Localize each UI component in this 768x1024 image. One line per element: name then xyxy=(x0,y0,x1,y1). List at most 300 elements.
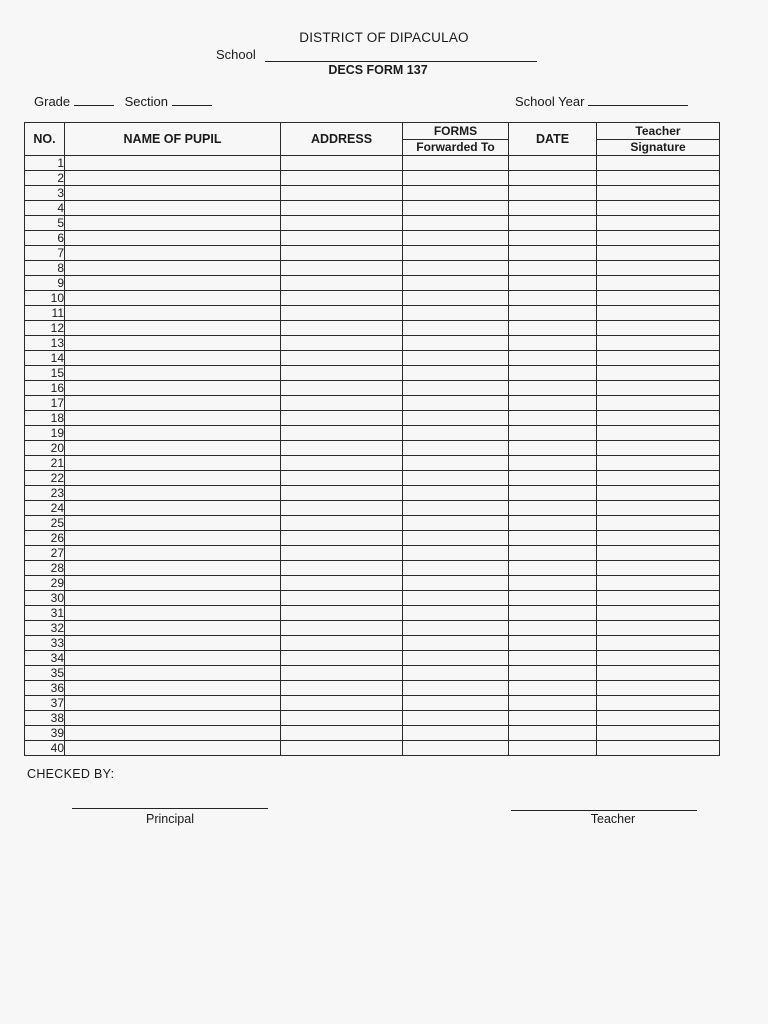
date-cell[interactable] xyxy=(509,471,597,486)
table-row xyxy=(25,606,720,621)
name-cell[interactable] xyxy=(65,411,281,426)
date-cell[interactable] xyxy=(509,591,597,606)
forwarded-to-cell[interactable] xyxy=(403,666,509,681)
name-cell[interactable] xyxy=(65,486,281,501)
signature-cell[interactable] xyxy=(597,651,720,666)
col-header-no: NO. xyxy=(25,123,65,156)
table-row xyxy=(25,441,720,456)
row-number: 22 xyxy=(25,471,65,486)
name-cell[interactable] xyxy=(65,636,281,651)
table-row xyxy=(25,201,720,216)
table-row xyxy=(25,246,720,261)
date-cell[interactable] xyxy=(509,411,597,426)
row-number: 37 xyxy=(25,696,65,711)
row-number: 25 xyxy=(25,516,65,531)
signature-cell[interactable] xyxy=(597,561,720,576)
date-cell[interactable] xyxy=(509,351,597,366)
signature-cell[interactable] xyxy=(597,186,720,201)
table-row xyxy=(25,726,720,741)
row-number: 18 xyxy=(25,411,65,426)
forwarded-to-cell[interactable] xyxy=(403,591,509,606)
address-cell[interactable] xyxy=(281,516,403,531)
signature-cell[interactable] xyxy=(597,306,720,321)
address-cell[interactable] xyxy=(281,381,403,396)
forwarded-to-cell[interactable] xyxy=(403,426,509,441)
table-row xyxy=(25,291,720,306)
address-cell[interactable] xyxy=(281,291,403,306)
date-cell[interactable] xyxy=(509,651,597,666)
table-row xyxy=(25,171,720,186)
forwarded-to-cell[interactable] xyxy=(403,696,509,711)
forwarded-to-cell[interactable] xyxy=(403,636,509,651)
date-cell[interactable] xyxy=(509,741,597,756)
name-cell[interactable] xyxy=(65,501,281,516)
row-number: 27 xyxy=(25,546,65,561)
address-cell[interactable] xyxy=(281,741,403,756)
address-cell[interactable] xyxy=(281,156,403,171)
signature-cell[interactable] xyxy=(597,396,720,411)
name-cell[interactable] xyxy=(65,426,281,441)
name-cell[interactable] xyxy=(65,651,281,666)
row-number: 24 xyxy=(25,501,65,516)
forwarded-to-cell[interactable] xyxy=(403,501,509,516)
row-number: 40 xyxy=(25,741,65,756)
signature-cell[interactable] xyxy=(597,516,720,531)
address-cell[interactable] xyxy=(281,351,403,366)
table-row xyxy=(25,501,720,516)
signature-cell[interactable] xyxy=(597,336,720,351)
teacher-label: Teacher xyxy=(590,812,636,826)
address-cell[interactable] xyxy=(281,201,403,216)
row-number: 3 xyxy=(25,186,65,201)
forwarded-to-cell[interactable] xyxy=(403,201,509,216)
row-number: 16 xyxy=(25,381,65,396)
form-title: DECS FORM 137 xyxy=(328,63,428,77)
forwarded-to-cell[interactable] xyxy=(403,456,509,471)
address-cell[interactable] xyxy=(281,696,403,711)
signature-cell[interactable] xyxy=(597,261,720,276)
date-cell[interactable] xyxy=(509,561,597,576)
address-cell[interactable] xyxy=(281,411,403,426)
table-row xyxy=(25,591,720,606)
address-cell[interactable] xyxy=(281,651,403,666)
date-cell[interactable] xyxy=(509,636,597,651)
address-cell[interactable] xyxy=(281,171,403,186)
address-cell[interactable] xyxy=(281,396,403,411)
address-cell[interactable] xyxy=(281,231,403,246)
school-year-row xyxy=(515,93,688,109)
name-cell[interactable] xyxy=(65,291,281,306)
forwarded-to-cell[interactable] xyxy=(403,306,509,321)
date-cell[interactable] xyxy=(509,336,597,351)
school-label: School xyxy=(216,47,256,62)
table-row xyxy=(25,321,720,336)
table-row xyxy=(25,576,720,591)
table-row xyxy=(25,261,720,276)
forwarded-to-cell[interactable] xyxy=(403,441,509,456)
col-header-date: DATE xyxy=(509,123,597,156)
signature-cell[interactable] xyxy=(597,696,720,711)
signature-cell[interactable] xyxy=(597,711,720,726)
address-cell[interactable] xyxy=(281,591,403,606)
date-cell[interactable] xyxy=(509,366,597,381)
name-cell[interactable] xyxy=(65,156,281,171)
forwarded-to-cell[interactable] xyxy=(403,681,509,696)
forwarded-to-cell[interactable] xyxy=(403,741,509,756)
forwarded-to-cell[interactable] xyxy=(403,276,509,291)
date-cell[interactable] xyxy=(509,246,597,261)
name-cell[interactable] xyxy=(65,606,281,621)
table-row xyxy=(25,636,720,651)
signature-cell[interactable] xyxy=(597,681,720,696)
date-cell[interactable] xyxy=(509,441,597,456)
address-cell[interactable] xyxy=(281,546,403,561)
date-cell[interactable] xyxy=(509,546,597,561)
col-header-forms: FORMS xyxy=(403,123,509,140)
row-number: 33 xyxy=(25,636,65,651)
name-cell[interactable] xyxy=(65,456,281,471)
row-number: 34 xyxy=(25,651,65,666)
address-cell[interactable] xyxy=(281,726,403,741)
signature-cell[interactable] xyxy=(597,666,720,681)
date-cell[interactable] xyxy=(509,201,597,216)
roster-body xyxy=(25,156,720,756)
name-cell[interactable] xyxy=(65,351,281,366)
row-number: 17 xyxy=(25,396,65,411)
forwarded-to-cell[interactable] xyxy=(403,156,509,171)
row-number: 13 xyxy=(25,336,65,351)
date-cell[interactable] xyxy=(509,231,597,246)
forwarded-to-cell[interactable] xyxy=(403,531,509,546)
name-cell[interactable] xyxy=(65,711,281,726)
row-number: 15 xyxy=(25,366,65,381)
table-row xyxy=(25,696,720,711)
district-title: DISTRICT OF DIPACULAO xyxy=(299,30,469,45)
row-number: 20 xyxy=(25,441,65,456)
row-number: 23 xyxy=(25,486,65,501)
forwarded-to-cell[interactable] xyxy=(403,291,509,306)
school-year-fill-line[interactable] xyxy=(588,93,688,106)
date-cell[interactable] xyxy=(509,621,597,636)
forwarded-to-cell[interactable] xyxy=(403,366,509,381)
date-cell[interactable] xyxy=(509,576,597,591)
name-cell[interactable] xyxy=(65,336,281,351)
school-year-label: School Year xyxy=(515,94,585,109)
date-cell[interactable] xyxy=(509,396,597,411)
address-cell[interactable] xyxy=(281,336,403,351)
date-cell[interactable] xyxy=(509,531,597,546)
table-row xyxy=(25,351,720,366)
row-number: 7 xyxy=(25,246,65,261)
address-cell[interactable] xyxy=(281,306,403,321)
forwarded-to-cell[interactable] xyxy=(403,171,509,186)
address-cell[interactable] xyxy=(281,246,403,261)
checked-by-label: CHECKED BY: xyxy=(27,767,115,781)
signature-cell[interactable] xyxy=(597,531,720,546)
principal-signature-line[interactable] xyxy=(72,808,268,809)
forwarded-to-cell[interactable] xyxy=(403,336,509,351)
grade-fill-line[interactable] xyxy=(74,93,114,106)
table-row xyxy=(25,381,720,396)
forwarded-to-cell[interactable] xyxy=(403,516,509,531)
row-number: 35 xyxy=(25,666,65,681)
table-row xyxy=(25,666,720,681)
address-cell[interactable] xyxy=(281,261,403,276)
teacher-signature-line[interactable] xyxy=(511,810,697,811)
row-number: 38 xyxy=(25,711,65,726)
signature-cell[interactable] xyxy=(597,726,720,741)
name-cell[interactable] xyxy=(65,516,281,531)
address-cell[interactable] xyxy=(281,501,403,516)
name-cell[interactable] xyxy=(65,471,281,486)
address-cell[interactable] xyxy=(281,276,403,291)
table-row xyxy=(25,156,720,171)
table-row xyxy=(25,651,720,666)
signature-cell[interactable] xyxy=(597,441,720,456)
address-cell[interactable] xyxy=(281,666,403,681)
row-number: 12 xyxy=(25,321,65,336)
row-number: 14 xyxy=(25,351,65,366)
signature-cell[interactable] xyxy=(597,606,720,621)
name-cell[interactable] xyxy=(65,321,281,336)
forwarded-to-cell[interactable] xyxy=(403,246,509,261)
address-cell[interactable] xyxy=(281,216,403,231)
forwarded-to-cell[interactable] xyxy=(403,261,509,276)
name-cell[interactable] xyxy=(65,396,281,411)
address-cell[interactable] xyxy=(281,561,403,576)
signature-cell[interactable] xyxy=(597,366,720,381)
row-number: 1 xyxy=(25,156,65,171)
signature-cell[interactable] xyxy=(597,351,720,366)
row-number: 10 xyxy=(25,291,65,306)
row-number: 28 xyxy=(25,561,65,576)
address-cell[interactable] xyxy=(281,321,403,336)
header-row-top xyxy=(25,123,720,140)
row-number: 26 xyxy=(25,531,65,546)
name-cell[interactable] xyxy=(65,201,281,216)
name-cell[interactable] xyxy=(65,366,281,381)
forwarded-to-cell[interactable] xyxy=(403,711,509,726)
signature-cell[interactable] xyxy=(597,621,720,636)
table-row xyxy=(25,471,720,486)
col-header-name: NAME OF PUPIL xyxy=(65,123,281,156)
signature-cell[interactable] xyxy=(597,456,720,471)
name-cell[interactable] xyxy=(65,246,281,261)
row-number: 31 xyxy=(25,606,65,621)
signature-cell[interactable] xyxy=(597,201,720,216)
col-header-teacher: Teacher xyxy=(597,123,720,140)
table-row xyxy=(25,411,720,426)
date-cell[interactable] xyxy=(509,186,597,201)
date-cell[interactable] xyxy=(509,606,597,621)
row-number: 21 xyxy=(25,456,65,471)
principal-label: Principal xyxy=(146,812,194,826)
signature-cell[interactable] xyxy=(597,471,720,486)
date-cell[interactable] xyxy=(509,456,597,471)
address-cell[interactable] xyxy=(281,486,403,501)
table-row xyxy=(25,516,720,531)
forwarded-to-cell[interactable] xyxy=(403,651,509,666)
date-cell[interactable] xyxy=(509,156,597,171)
col-header-address: ADDRESS xyxy=(281,123,403,156)
school-fill-line[interactable] xyxy=(265,61,537,62)
signature-cell[interactable] xyxy=(597,486,720,501)
table-row xyxy=(25,186,720,201)
forwarded-to-cell[interactable] xyxy=(403,621,509,636)
address-cell[interactable] xyxy=(281,186,403,201)
name-cell[interactable] xyxy=(65,381,281,396)
name-cell[interactable] xyxy=(65,531,281,546)
forwarded-to-cell[interactable] xyxy=(403,216,509,231)
forwarded-to-cell[interactable] xyxy=(403,381,509,396)
date-cell[interactable] xyxy=(509,666,597,681)
date-cell[interactable] xyxy=(509,321,597,336)
forwarded-to-cell[interactable] xyxy=(403,411,509,426)
forwarded-to-cell[interactable] xyxy=(403,606,509,621)
address-cell[interactable] xyxy=(281,471,403,486)
grade-label: Grade xyxy=(34,94,71,109)
name-cell[interactable] xyxy=(65,726,281,741)
name-cell[interactable] xyxy=(65,561,281,576)
date-cell[interactable] xyxy=(509,426,597,441)
date-cell[interactable] xyxy=(509,726,597,741)
row-number: 32 xyxy=(25,621,65,636)
forwarded-to-cell[interactable] xyxy=(403,726,509,741)
date-cell[interactable] xyxy=(509,486,597,501)
address-cell[interactable] xyxy=(281,711,403,726)
table-row xyxy=(25,531,720,546)
row-number: 8 xyxy=(25,261,65,276)
date-cell[interactable] xyxy=(509,711,597,726)
address-cell[interactable] xyxy=(281,606,403,621)
forwarded-to-cell[interactable] xyxy=(403,471,509,486)
date-cell[interactable] xyxy=(509,501,597,516)
signature-cell[interactable] xyxy=(597,171,720,186)
row-number: 29 xyxy=(25,576,65,591)
signature-cell[interactable] xyxy=(597,291,720,306)
name-cell[interactable] xyxy=(65,171,281,186)
date-cell[interactable] xyxy=(509,681,597,696)
signature-cell[interactable] xyxy=(597,501,720,516)
forwarded-to-cell[interactable] xyxy=(403,561,509,576)
forwarded-to-cell[interactable] xyxy=(403,546,509,561)
table-row xyxy=(25,396,720,411)
signature-cell[interactable] xyxy=(597,381,720,396)
name-cell[interactable] xyxy=(65,261,281,276)
table-row xyxy=(25,216,720,231)
address-cell[interactable] xyxy=(281,531,403,546)
date-cell[interactable] xyxy=(509,171,597,186)
signature-cell[interactable] xyxy=(597,216,720,231)
signature-cell[interactable] xyxy=(597,591,720,606)
row-number: 6 xyxy=(25,231,65,246)
name-cell[interactable] xyxy=(65,741,281,756)
table-row xyxy=(25,711,720,726)
signature-cell[interactable] xyxy=(597,636,720,651)
forwarded-to-cell[interactable] xyxy=(403,321,509,336)
signature-cell[interactable] xyxy=(597,246,720,261)
col-header-forwarded-to: Forwarded To xyxy=(403,139,509,156)
table-row xyxy=(25,681,720,696)
section-fill-line[interactable] xyxy=(172,93,212,106)
row-number: 9 xyxy=(25,276,65,291)
signature-cell[interactable] xyxy=(597,231,720,246)
forwarded-to-cell[interactable] xyxy=(403,186,509,201)
signature-cell[interactable] xyxy=(597,576,720,591)
signature-cell[interactable] xyxy=(597,411,720,426)
name-cell[interactable] xyxy=(65,666,281,681)
table-row xyxy=(25,306,720,321)
signature-cell[interactable] xyxy=(597,426,720,441)
name-cell[interactable] xyxy=(65,696,281,711)
address-cell[interactable] xyxy=(281,576,403,591)
table-row xyxy=(25,621,720,636)
name-cell[interactable] xyxy=(65,276,281,291)
grade-section-row xyxy=(34,93,212,109)
date-cell[interactable] xyxy=(509,216,597,231)
row-number: 39 xyxy=(25,726,65,741)
address-cell[interactable] xyxy=(281,636,403,651)
col-header-signature: Signature xyxy=(597,139,720,156)
date-cell[interactable] xyxy=(509,306,597,321)
signature-cell[interactable] xyxy=(597,741,720,756)
name-cell[interactable] xyxy=(65,621,281,636)
name-cell[interactable] xyxy=(65,216,281,231)
table-row xyxy=(25,486,720,501)
forwarded-to-cell[interactable] xyxy=(403,351,509,366)
name-cell[interactable] xyxy=(65,186,281,201)
address-cell[interactable] xyxy=(281,441,403,456)
date-cell[interactable] xyxy=(509,261,597,276)
address-cell[interactable] xyxy=(281,366,403,381)
name-cell[interactable] xyxy=(65,681,281,696)
row-number: 30 xyxy=(25,591,65,606)
forwarded-to-cell[interactable] xyxy=(403,486,509,501)
section-label: Section xyxy=(124,94,168,109)
name-cell[interactable] xyxy=(65,441,281,456)
date-cell[interactable] xyxy=(509,276,597,291)
table-row xyxy=(25,426,720,441)
date-cell[interactable] xyxy=(509,291,597,306)
signature-cell[interactable] xyxy=(597,156,720,171)
forwarded-to-cell[interactable] xyxy=(403,396,509,411)
table-row xyxy=(25,456,720,471)
forwarded-to-cell[interactable] xyxy=(403,576,509,591)
table-row xyxy=(25,336,720,351)
date-cell[interactable] xyxy=(509,516,597,531)
table-row xyxy=(25,561,720,576)
address-cell[interactable] xyxy=(281,681,403,696)
name-cell[interactable] xyxy=(65,591,281,606)
table-row xyxy=(25,741,720,756)
date-cell[interactable] xyxy=(509,696,597,711)
signature-cell[interactable] xyxy=(597,321,720,336)
name-cell[interactable] xyxy=(65,576,281,591)
table-row xyxy=(25,231,720,246)
date-cell[interactable] xyxy=(509,381,597,396)
address-cell[interactable] xyxy=(281,456,403,471)
signature-cell[interactable] xyxy=(597,546,720,561)
address-cell[interactable] xyxy=(281,426,403,441)
name-cell[interactable] xyxy=(65,546,281,561)
name-cell[interactable] xyxy=(65,306,281,321)
name-cell[interactable] xyxy=(65,231,281,246)
address-cell[interactable] xyxy=(281,621,403,636)
forwarded-to-cell[interactable] xyxy=(403,231,509,246)
signature-cell[interactable] xyxy=(597,276,720,291)
row-number: 19 xyxy=(25,426,65,441)
row-number: 4 xyxy=(25,201,65,216)
